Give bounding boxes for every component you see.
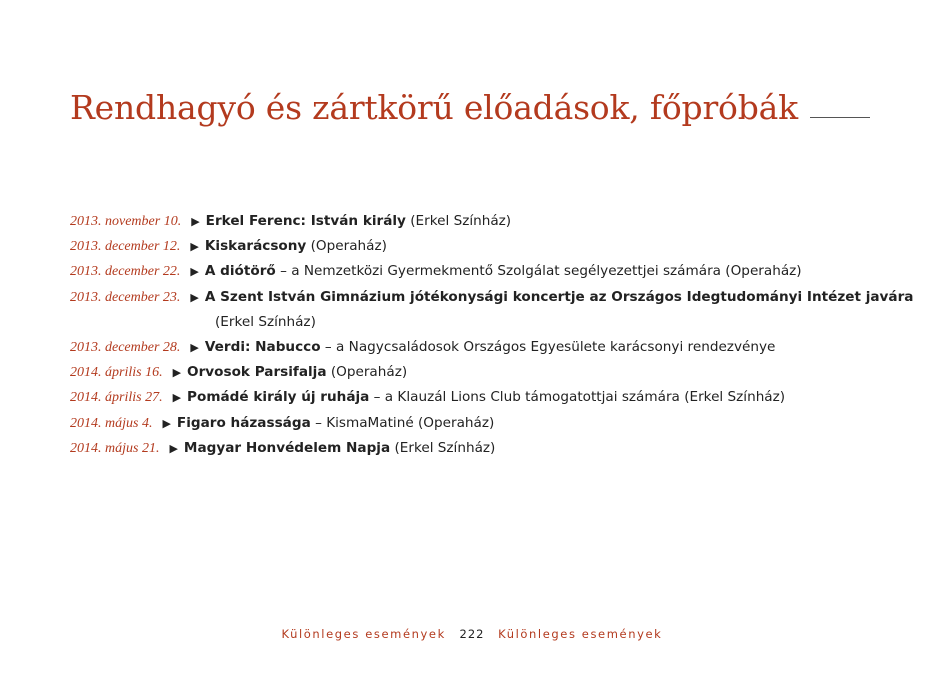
title-row <box>70 88 890 128</box>
triangle-bullet-icon: ▶ <box>169 441 178 455</box>
footer-section-left: Különleges események <box>281 627 446 641</box>
event-item <box>70 209 890 234</box>
title-rule <box>810 117 870 118</box>
event-details: (Operaház) <box>306 238 387 255</box>
page-number: 222 <box>459 627 485 641</box>
triangle-bullet-icon: ▶ <box>190 290 199 304</box>
event-details: – a Nemzetközi Gyermekmentő Szolgálat segélyezettjei számára (Operaház) <box>275 263 802 280</box>
event-details: (Erkel Színház) <box>215 313 316 330</box>
triangle-bullet-icon: ▶ <box>190 265 199 279</box>
event-date: 2014. április 16. <box>70 365 163 381</box>
event-item <box>70 385 890 410</box>
event-title: Kiskarácsony <box>204 238 307 255</box>
event-date: 2013. november 10. <box>70 214 182 229</box>
event-description <box>205 285 914 310</box>
event-title: A diótörő <box>204 263 276 280</box>
event-title: Erkel Ferenc: István király <box>205 213 406 229</box>
triangle-bullet-icon: ▶ <box>172 366 182 380</box>
event-date: 2013. december 28. <box>70 340 181 356</box>
event-list <box>70 209 914 461</box>
event-details: (Operaház) <box>326 364 408 381</box>
footer-section-right: Különleges események <box>498 627 663 641</box>
event-continuation <box>70 310 890 335</box>
event-item <box>70 335 890 360</box>
event-details: (Erkel Színház) <box>390 439 496 456</box>
event-date: 2013. december 12. <box>70 239 181 255</box>
event-details: – a Nagycsaládosok Országos Egyesülete karácsonyi rendezvénye <box>320 339 776 356</box>
triangle-bullet-icon: ▶ <box>191 215 200 228</box>
event-date: 2014. május 4. <box>70 415 153 431</box>
event-item <box>70 285 914 310</box>
event-description <box>206 209 511 234</box>
event-description <box>177 411 494 436</box>
event-details: (Erkel Színház) <box>405 213 512 229</box>
event-details: – KismaMatiné (Operaház) <box>310 414 495 431</box>
event-title: A Szent István Gimnázium jótékonysági koncertje az Országos Idegtudományi Intézet javára <box>204 288 914 305</box>
triangle-bullet-icon: ▶ <box>162 416 171 430</box>
event-date: 2013. december 22. <box>70 264 181 280</box>
event-title: Magyar Honvédelem Napja <box>183 439 391 456</box>
page-title: Rendhagyó és zártkörű előadások, főpróbák <box>70 88 798 127</box>
event-date: 2013. december 23. <box>70 289 181 305</box>
event-title: Orvosok Parsifalja <box>187 364 327 381</box>
event-date: 2014. május 21. <box>70 440 160 456</box>
triangle-bullet-icon: ▶ <box>172 391 182 405</box>
event-description <box>205 259 802 284</box>
event-description <box>184 436 495 461</box>
event-title: Verdi: Nabucco <box>204 339 321 356</box>
event-item <box>70 411 890 436</box>
event-description <box>187 360 407 385</box>
event-description <box>187 385 785 410</box>
event-title: Figaro házassága <box>176 414 311 431</box>
triangle-bullet-icon: ▶ <box>190 341 199 355</box>
event-item <box>70 360 890 385</box>
event-item <box>70 234 890 259</box>
event-title: Pomádé király új ruhája <box>187 389 370 406</box>
event-details: – a Klauzál Lions Club támogatottjai számára (Erkel Színház) <box>369 389 786 406</box>
triangle-bullet-icon: ▶ <box>190 240 199 254</box>
event-item <box>70 259 890 284</box>
event-description <box>205 335 776 360</box>
event-date: 2014. április 27. <box>70 390 163 406</box>
page-footer <box>0 627 944 641</box>
event-description <box>205 234 387 259</box>
event-item <box>70 436 890 461</box>
